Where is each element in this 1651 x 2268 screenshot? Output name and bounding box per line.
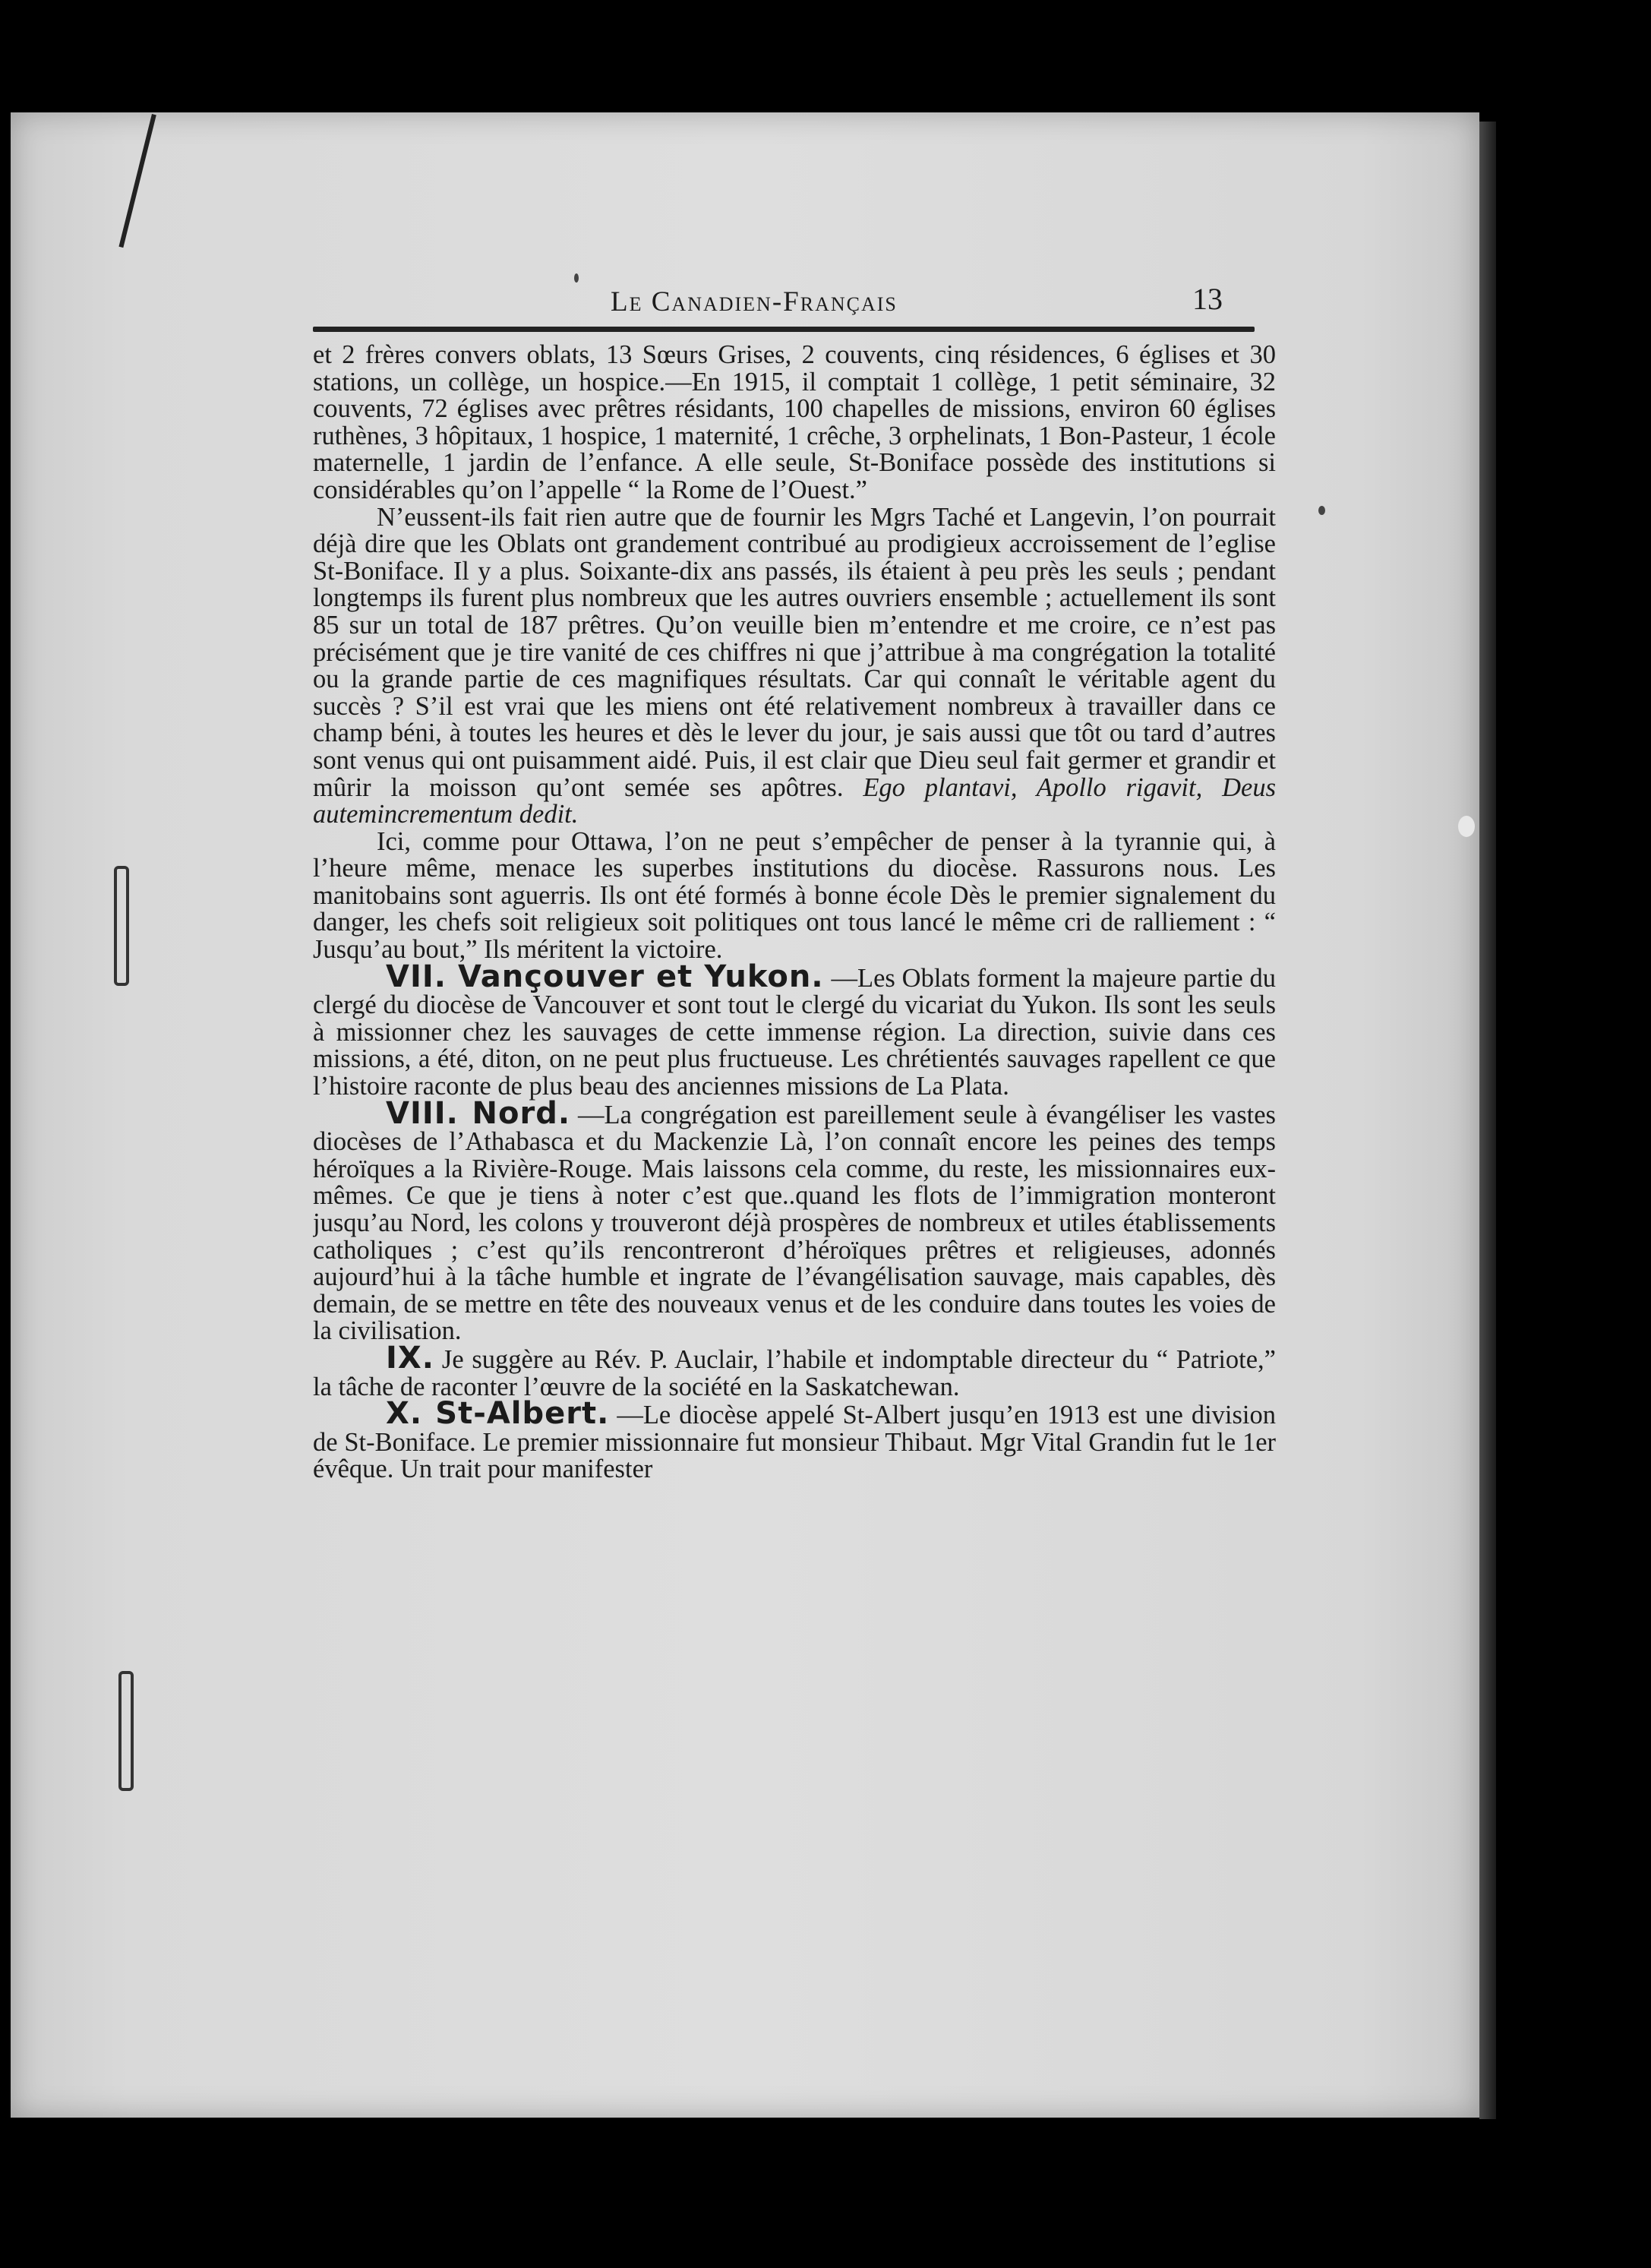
paragraph-text: N’eussent-ils fait rien autre que de fournir les Mgrs Taché et Langevin, l’on pourrait déjà dire que les Oblats ont grandement contribué au prodigieux accroissement de l’eglise St-Boniface. Il y a plus. Soixante-dix ans passés, ils étaient à peu près les seuls ; pendant longtemps ils furent plus nombreux que les autres ouvriers ensemble ; actuellement ils sont 85 sur un total de 187 prêtres. Qu’on veuille bien m’entendre et me croire, ce n’est pas précisément que je tire vanité de ces chiffres ni que j’attribue à ma congrégation la totalité ou la grande partie de ces magnifiques résultats. Car qui connaît le véritable agent du succès ? S’il est vrai que les miens ont été relativement nombreux à travailler dans ce champ béni, à toutes les heures et dès le lever du jour, je sais aussi que tôt ou tard d’autres sont venus qui ont puisamment aidé. Puis, il est clair que Dieu seul fait germer et grandir et mûrir la moisson qu’ont semée ses apôtres. [313, 502, 1276, 802]
section-heading: IX. [386, 1340, 434, 1376]
dust-speck [1318, 506, 1325, 515]
paragraph-text: Je suggère au Rév. P. Auclair, l’habile et indomptable directeur du “ Patriote,” la tâche de raconter l’œuvre de la société en la Saskatchewan. [313, 1344, 1276, 1401]
paragraph-text: et 2 frères convers oblats, 13 Sœurs Grises, 2 couvents, cinq résidences, 6 églises et 30 stations, un collège, un hospice.—En 1915, il comptait 1 collège, 1 petit séminaire, 32 couvents, 72 églises avec prêtres résidants, 100 chapelles de missions, environ 60 églises ruthènes, 3 hôpitaux, 1 hospice, 1 maternité, 1 crêche, 3 orphelinats, 1 Bon-Pasteur, 1 école maternelle, 1 jardin de l’enfance. A elle seule, St-Boniface possède des institutions si considérables qu’on l’appelle “ la Rome de l’Ouest.” [313, 342, 1276, 504]
page-edge-shadow [1479, 122, 1496, 2119]
latin-quotation: Ego plantavi, Apollo rigavit, Deus autemincrementum dedit. [313, 772, 1276, 829]
header-rule [313, 327, 1255, 332]
dust-speck [1458, 816, 1475, 837]
section-vancouver-yukon [313, 959, 1276, 1101]
paragraph-oblats-role [313, 504, 1276, 829]
paragraph-continuation [313, 342, 1276, 504]
running-header [313, 281, 1255, 327]
page-number: 13 [1192, 282, 1223, 316]
paragraph-text: —Les Oblats forment la majeure partie du clergé du diocèse de Vancouver et sont tout le clergé du vicariat du Yukon. Ils sont les seuls à missionner chez les sauvages de cette immense région. La direction, suivie dans ces missions, a été, diton, on ne peut plus fructueuse. Les chrétientés sauvages rapellent ce que l’histoire raconte de plus beau des anciennes missions de La Plata. [313, 963, 1276, 1101]
paragraph-text: Ici, comme pour Ottawa, l’on ne peut s’empêcher de penser à la tyrannie qui, à l’heure même, menace les superbes institutions du diocèse. Rassurons nous. Les manitobains sont aguerris. Ils ont été formés à bonne école Dès le premier signalement du danger, les chefs soit religieux soit politiques ont tous lancé le même cri de ralliement : “ Jusqu’au bout,” Ils méritent la victoire. [313, 826, 1276, 965]
binding-staple [114, 866, 129, 986]
paragraph-tyranny [313, 826, 1276, 965]
section-st-albert [313, 1396, 1276, 1484]
binding-staple [118, 1671, 134, 1791]
section-saskatchewan [313, 1340, 1276, 1401]
section-nord [313, 1095, 1276, 1346]
paragraph-text: —Le diocèse appelé St-Albert jusqu’en 1913 est une division de St-Boniface. Le premier missionnaire fut monsieur Thibaut. Mgr Vital Grandin fut le 1er évêque. Un trait pour manifester [313, 1401, 1276, 1484]
running-title: Le Canadien-Français [611, 286, 898, 317]
section-heading: X. St-Albert. [386, 1396, 610, 1432]
paragraph-text: —La congrégation est pareillement seule à évangéliser les vastes diocèses de l’Athabasca et du Mackenzie Là, l’on connaît encore les peines des temps héroïques a la Rivière-Rouge. Mais laissons cela comme, du reste, les missionnaires eux-mêmes. Ce que je tiens à noter c’est que..quand les flots de l’immigration monteront jusqu’au Nord, les colons y trouveront déjà prospères de nombreux et utiles établissements catholiques ; c’est qu’ils rencontreront d’héroïques prêtres et religieuses, adonnés aujourd’hui à la tâche humble et ingrate de l’évangélisation sauvage, mais capables, dès demain, de se mettre en tête des nouveaux venus et de les conduire dans toutes les voies de la civilisation. [313, 1100, 1276, 1346]
section-heading: VIII. Nord. [386, 1095, 571, 1131]
article-body [313, 342, 1276, 1967]
section-heading: VII. Vançouver et Yukon. [386, 959, 824, 994]
